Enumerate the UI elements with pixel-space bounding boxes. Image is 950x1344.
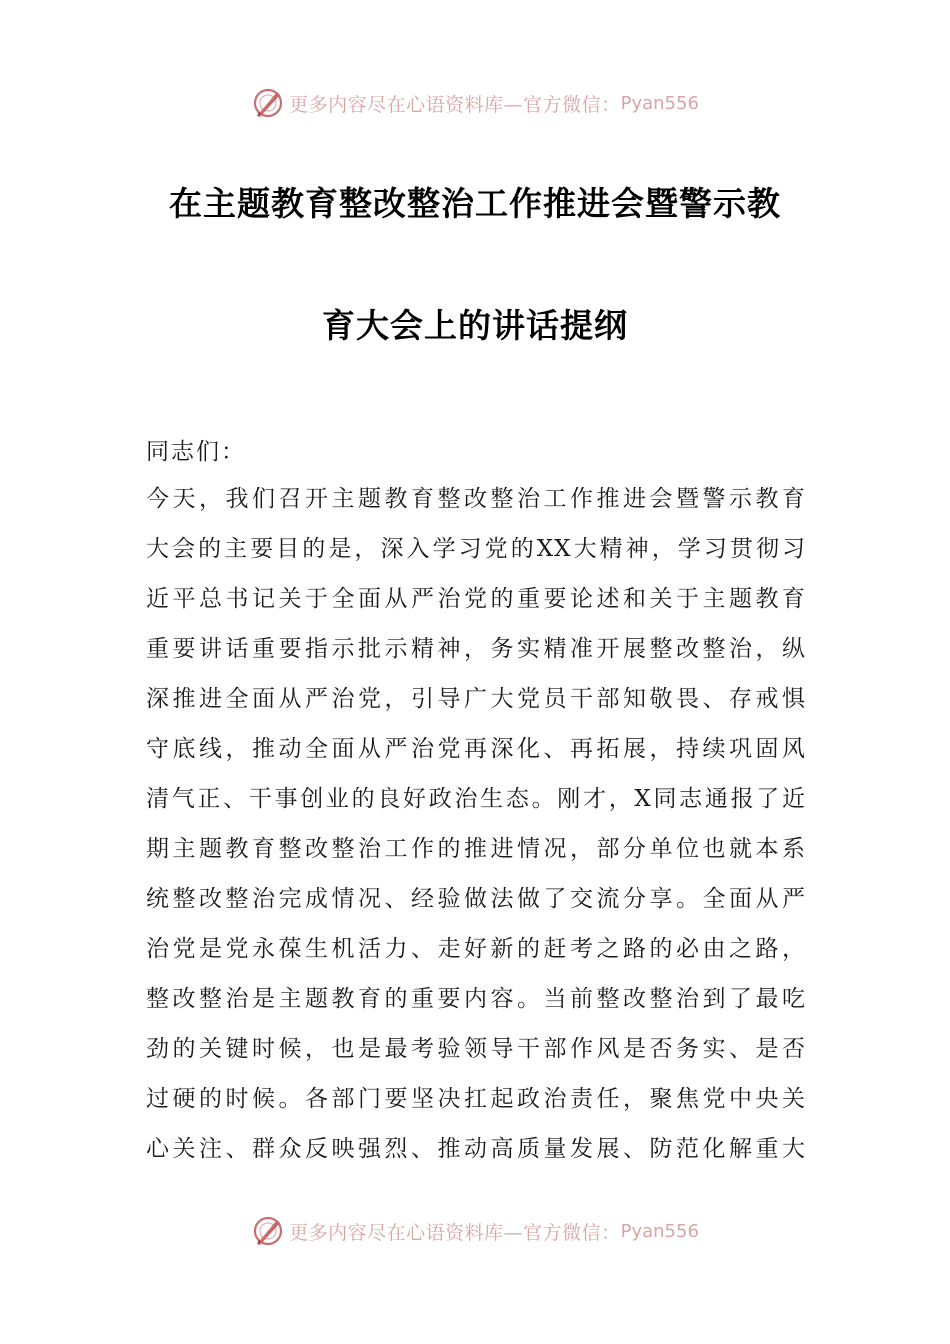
header-watermark bbox=[0, 85, 950, 121]
body-paragraph bbox=[146, 474, 806, 1174]
pen-in-circle-icon bbox=[251, 86, 285, 120]
body-line: 治党是党永葆生机活力、走好新的赶考之路的必由之路， bbox=[146, 936, 806, 962]
document-title-line-2: 育大会上的讲话提纲 bbox=[322, 306, 628, 345]
body-line: 近平总书记关于全面从严治党的重要论述和关于主题教育 bbox=[146, 586, 806, 612]
salutation: 同志们： bbox=[146, 439, 246, 465]
body-line: 过硬的时候。各部门要坚决扛起政治责任，聚焦党中央关 bbox=[146, 1086, 806, 1112]
body-line: 劲的关键时候，也是最考验领导干部作风是否务实、是否 bbox=[146, 1036, 806, 1062]
body-line: 统整改整治完成情况、经验做法做了交流分享。全面从严 bbox=[146, 886, 806, 912]
body-line: 整改整治是主题教育的重要内容。当前整改整治到了最吃 bbox=[146, 986, 806, 1012]
body-line: 守底线，推动全面从严治党再深化、再拓展，持续巩固风 bbox=[146, 736, 806, 762]
watermark-wechat-id: Pyan556 bbox=[620, 1220, 699, 1242]
body-line: 深推进全面从严治党，引导广大党员干部知敬畏、存戒惧 bbox=[146, 686, 806, 712]
body-line: 期主题教育整改整治工作的推进情况，部分单位也就本系 bbox=[146, 836, 806, 862]
body-line: 心关注、群众反映强烈、推动高质量发展、防范化解重大 bbox=[146, 1136, 806, 1162]
watermark-wechat-id: Pyan556 bbox=[620, 92, 699, 114]
body-line: 大会的主要目的是，深入学习党的XX大精神，学习贯彻习 bbox=[146, 536, 806, 562]
pen-in-circle-icon bbox=[251, 1214, 285, 1248]
watermark-text: 更多内容尽在心语资料库—官方微信： bbox=[289, 93, 621, 116]
body-line: 清气正、干事创业的良好政治生态。刚才，X同志通报了近 bbox=[146, 786, 806, 812]
document-title-line-1: 在主题教育整改整治工作推进会暨警示教 bbox=[169, 184, 781, 223]
body-line: 重要讲话重要指示批示精神，务实精准开展整改整治，纵 bbox=[146, 636, 806, 662]
body-line: 今天，我们召开主题教育整改整治工作推进会暨警示教育 bbox=[146, 486, 806, 512]
footer-watermark bbox=[0, 1213, 950, 1249]
watermark-text: 更多内容尽在心语资料库—官方微信： bbox=[289, 1221, 621, 1244]
